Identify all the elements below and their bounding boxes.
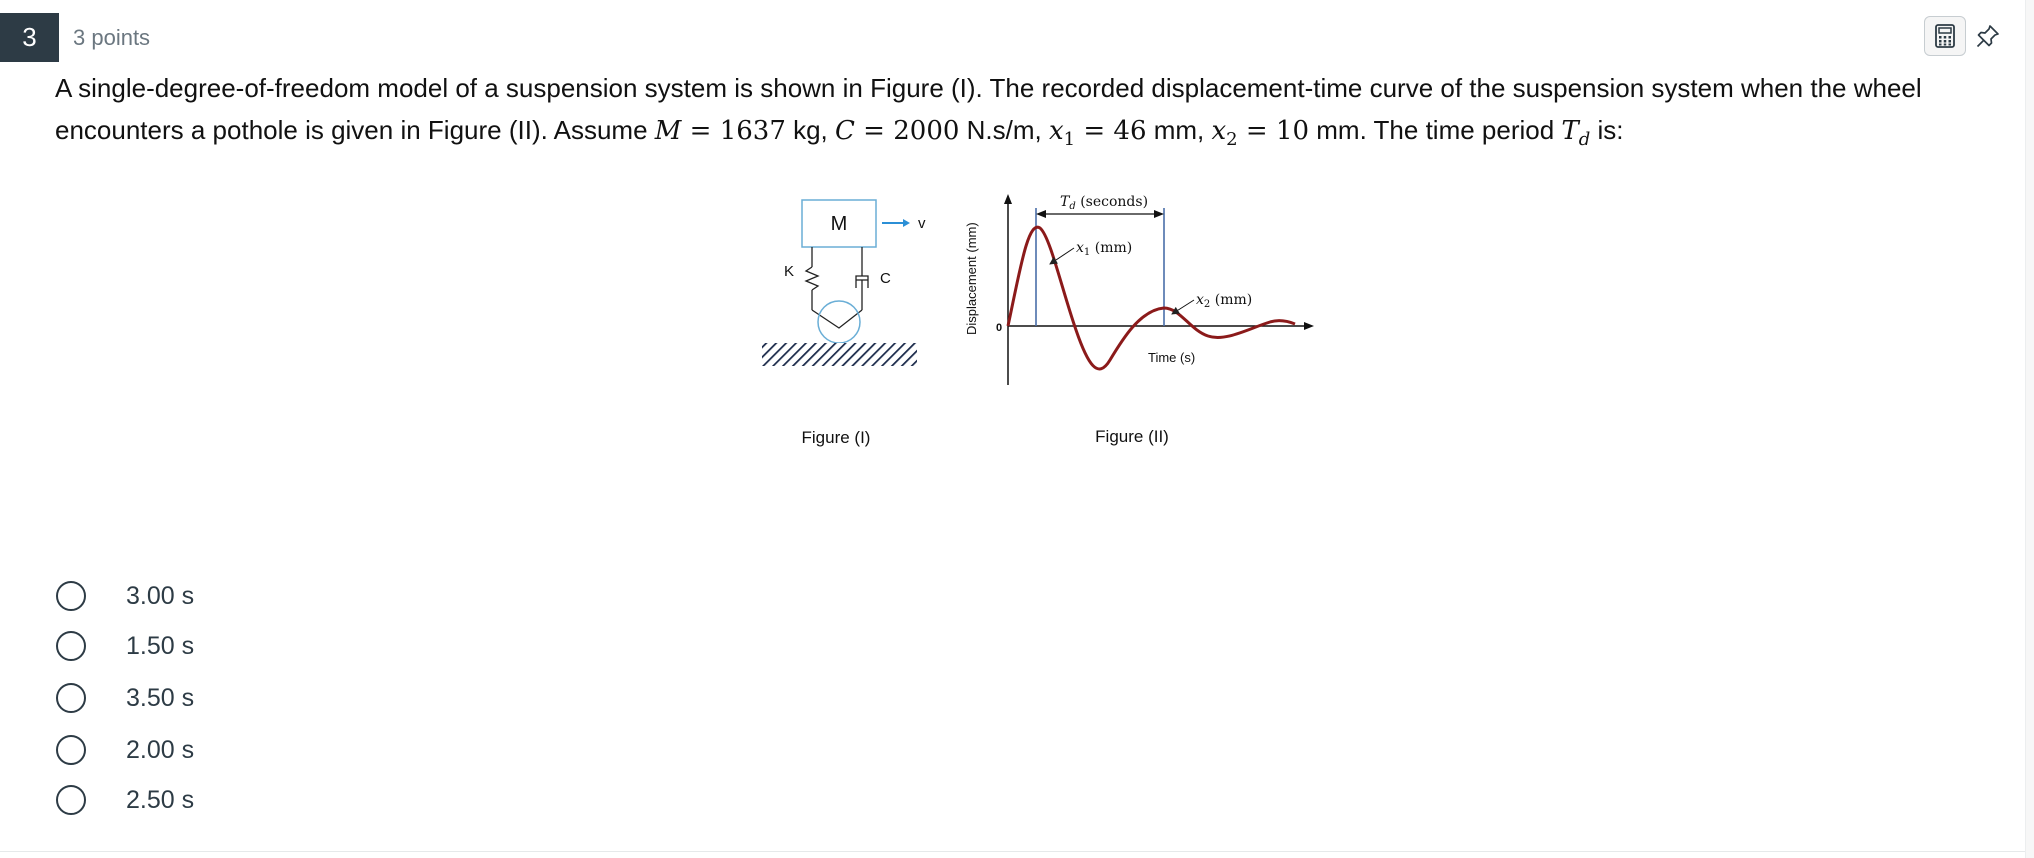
question-points: 3 points [73, 25, 151, 50]
question-text-line1: A single-degree-of-freedom model of a suspension system is shown in Figure (I). The recorded displacement-time curve of the suspension system when the wheel [55, 73, 1922, 103]
option-4-radio[interactable] [56, 735, 86, 765]
mass-label: M [830, 213, 848, 235]
option-5[interactable] [56, 782, 195, 818]
question-number: 3 [0, 13, 59, 62]
option-2-radio[interactable] [56, 631, 86, 661]
calculator-button[interactable] [1924, 16, 1966, 56]
scrollbar-track[interactable] [2025, 0, 2034, 858]
x2-label: $x_2$ (mm) [1196, 292, 1253, 310]
option-3-label: 3.50 s [126, 683, 195, 712]
question-text-line2: encounters a pothole is given in Figure (II). Assume M = 1637 kg, C = 2000 N.s/m, $x_1 = 46$ mm, $x_2 = 10$ mm. The time period $T_d$ is: [55, 115, 1624, 151]
x1-label: $x_1$ (mm) [1076, 240, 1133, 258]
damper-label: C [880, 270, 891, 287]
option-1-label: 3.00 s [126, 581, 195, 610]
period-label: $T_d$ (seconds) [1060, 194, 1149, 212]
option-1[interactable] [56, 578, 195, 614]
option-4[interactable] [56, 732, 195, 768]
figure-2-caption: Figure (II) [1095, 427, 1169, 446]
pin-icon [1975, 23, 2001, 49]
option-2-label: 1.50 s [126, 631, 195, 660]
question-text [55, 67, 1955, 161]
wheel [818, 301, 860, 343]
x-axis-label: Time (s) [1148, 350, 1196, 365]
figure-1 [762, 200, 926, 447]
option-3-radio[interactable] [56, 683, 86, 713]
ground-hatch [762, 343, 917, 366]
zero-label: 0 [996, 322, 1003, 334]
pin-button[interactable] [1967, 16, 2009, 56]
option-5-radio[interactable] [56, 785, 86, 815]
figure-2 [964, 194, 1314, 446]
figure-1-caption: Figure (I) [801, 428, 871, 447]
option-1-radio[interactable] [56, 581, 86, 611]
option-4-label: 2.00 s [126, 735, 195, 764]
spring [806, 247, 818, 310]
option-5-label: 2.50 s [126, 785, 195, 814]
damper [856, 247, 868, 310]
y-axis-label: Displacement (mm) [964, 222, 979, 335]
question-divider [0, 851, 2034, 852]
spring-label: K [784, 263, 795, 280]
velocity-label: v [918, 215, 926, 232]
calculator-icon [1934, 24, 1956, 48]
option-3[interactable] [56, 680, 195, 716]
question-figure [750, 180, 1330, 460]
option-2[interactable] [56, 628, 195, 664]
